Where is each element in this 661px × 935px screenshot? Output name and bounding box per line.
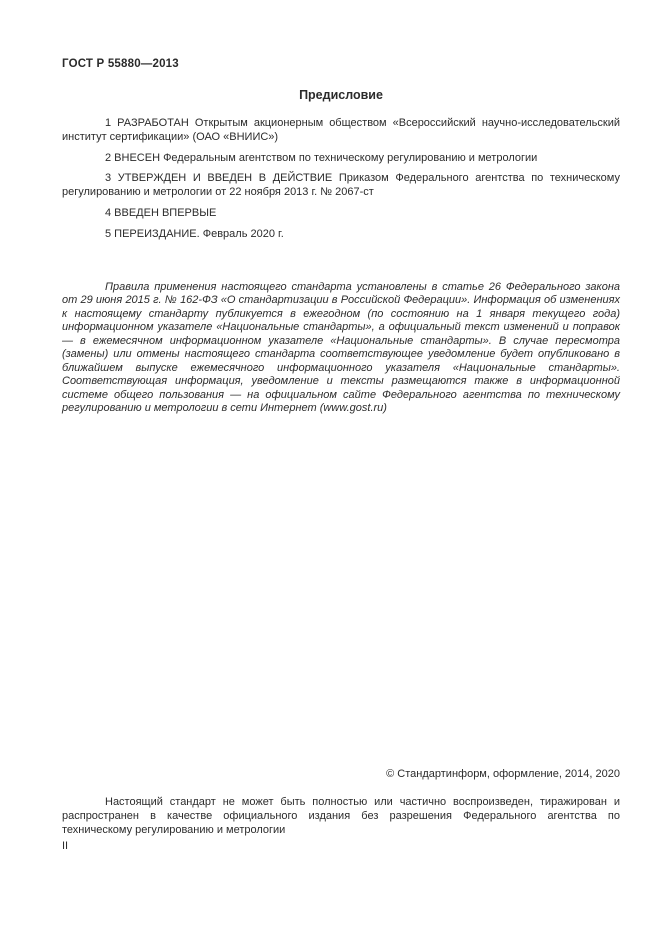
copyright-line: © Стандартинформ, оформление, 2014, 2020 xyxy=(386,768,620,780)
doc-number: ГОСТ Р 55880—2013 xyxy=(62,58,179,70)
foreword-item-2: 2 ВНЕСЕН Федеральным агентством по техническому регулированию и метрологии xyxy=(105,151,538,164)
legal-notice: Правила применения настоящего стандарта установлены в статье 26 Федерального закона от 29 июня 2015 г. № 162-ФЗ «О стандартизации в Российской Федерации». Информация об изменениях к настоящему стандарту публикуется в ежегодном (по состоянию на 1 января текущего года) информационном указателе «Национальные стандарты», а официальный текст изменений и поправок — в ежемесячном информационном указателе «Национальные стандарты». В случае пересмотра (замены) или отмены настоящего стандарта соответствующее уведомление будет опубликовано в ближайшем выпуске ежемесячного информационного указателя «Национальные стандарты». Соответствующая информация, уведомление и тексты размещаются также в информационной системе общего пользования — на официальном сайте Федерального агентства по техническому регулированию и метрологии в сети Интернет (www.gost.ru) xyxy=(62,280,620,415)
reproduction-notice: Настоящий стандарт не может быть полностью или частично воспроизведен, тиражирован и распространен в качестве официального издания без разрешения Федерального агентства по техническому регулированию и метрологии xyxy=(62,796,620,836)
page-number: II xyxy=(62,840,69,852)
page-title: Предисловие xyxy=(299,88,383,102)
foreword-item-3: 3 УТВЕРЖДЕН И ВВЕДЕН В ДЕЙСТВИЕ Приказом Федерального агентства по техническому регулированию и метрологии от 22 ноября 2013 г. № 2067-ст xyxy=(62,172,620,199)
foreword-item-1: 1 РАЗРАБОТАН Открытым акционерным обществом «Всероссийский научно-исследовательский институт сертификации» (ОАО «ВНИИС») xyxy=(62,117,620,143)
foreword-section xyxy=(62,117,620,242)
foreword-item-4: 4 ВВЕДЕН ВПЕРВЫЕ xyxy=(105,206,217,219)
foreword-item-5: 5 ПЕРЕИЗДАНИЕ. Февраль 2020 г. xyxy=(105,227,284,240)
